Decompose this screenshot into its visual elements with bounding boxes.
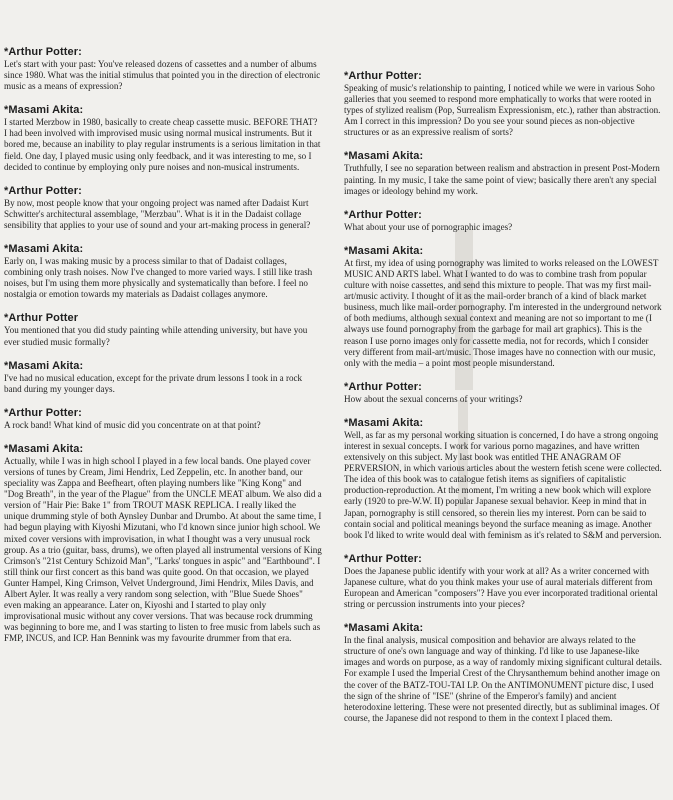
speaker-name: *Arthur Potter: <box>344 552 422 565</box>
speaker-text: How about the sexual concerns of your writings? <box>344 393 523 404</box>
interview-block <box>4 243 322 300</box>
interview-block <box>4 46 322 92</box>
speaker-text: Actually, while I was in high school I played in a few local bands. One played cover versions of tunes by Cream, Jimi Hendrix, Led Zeppelin, etc. In another band, our speciality was Zappa and Beefheart, often playing numbers like "King Kong" and "Dog Breath", in the year of the Plague" from the UNCLE MEAT album. We also did a version of "Hair Pie: Bake 1" from TROUT MASK REPLICA. I really liked the unique drumming style of both Aynsley Dunbar and Drumbo. At about the same time, I had begun playing with Kiyoshi Mizutani, who I'd known since junior high school. We mixed cover versions with improvisation, in what I thought was a very unusual rock group. As a trio (guitar, bass, drums), we often played all instrumental versions of King Crimson's "21st Century Schizoid Man", "Larks' tongues in aspic" and "Earthbound". I still think our first concert as this band was quite good. On that occasion, we played Gunter Hampel, King Crimson, Velvet Underground, Jimi Hendrix, Miles Davis, and Albert Ayler. It was really a very random song selection, with "Blue Suede Shoes" even making an appearance. Later on, Kiyoshi and I started to play only improvisational music without any cover versions. That was because rock drumming was beginning to bore me, and I was starting to listen to free music from labels such as FMP, INCUS, and ICP. Han Bennink was my favourite drummer from that era. <box>4 455 322 644</box>
speaker-text: In the final analysis, musical composition and behavior are always related to the structure of one's own language and way of thinking. I'd like to use Japanese-like images and words on purpose, as a way of randomly mixing significant cultural details. For example I used the Imperial Crest of the Chrysanthemum behind another image on the cover of the BATZ-TOU-TAI LP. On the ANTIMONUMENT picture disc, I used the sign of the shrine of "ISE" (shrine of the Emperor's family) and ancient heterodoxine lettering. These were not presented directly, but as subliminal images. Of course, the Japanese did not respond to them in the context I placed them. <box>344 635 662 723</box>
speaker-text: At first, my idea of using pornography was limited to works released on the LOWEST MUSIC AND ARTS label. What I wanted to do was to combine trash from popular culture with noise cassettes, and send this mixture to people. That was my first mail-art/music activity. I thought of it as the mail-order branch of a kind of black market business, much like mail-order pornography. I'm interested in the underground network of both mediums, although sexual context and meaning are not so important to me (I always use found pornography from the garbage for mail art graphics). This is the reason I use porno images only for cassette media, not for records, which I consider very different from mail-art/music. Those images have no connection with our music, only with the media – a point most people misunderstand. <box>344 257 662 368</box>
speaker-name: *Arthur Potter: <box>4 406 82 419</box>
speaker-name: *Arthur Potter: <box>344 70 422 82</box>
interview-block <box>4 104 322 172</box>
speaker-name: *Arthur Potter: <box>4 46 82 58</box>
speaker-text: Well, as far as my personal working situation is concerned, I do have a strong ongoing interest in sexual concepts. I work for various porno magazines, and have written extensively on this subject. My last book was entitled THE ANAGRAM OF PERVERSION, in which various articles about the western fetish scene were collected. The idea of this book was to catalogue fetish items as signifiers of capitalistic production-reproduction. At the moment, I'm writing a new book which will explore early (1920 to pre-W.W. II) popular Japanese sexual behavior. Keep in mind that in Japan, pornography is still censored, so therein lies my interest. Porn can be said to contain social and political meanings beyond the surface meaning as image. Another book I'd liked to write would deal with feminism as it's related to S&M and perversion. <box>344 429 662 540</box>
speaker-name: *Masami Akita: <box>4 442 84 455</box>
interview-block <box>344 622 666 724</box>
speaker-name: *Masami Akita: <box>4 243 84 256</box>
interview-block <box>344 417 666 541</box>
speaker-text: Let's start with your past: You've released dozens of cassettes and a number of albums since 1980. What was the initial stimulus that pointed you in the direction of electronic music as a means of expression? <box>4 59 321 92</box>
speaker-name: *Masami Akita: <box>344 244 424 257</box>
speaker-text: I started Merzbow in 1980, basically to create cheap cassette music. BEFORE THAT? I had been involved with improvised music using normal musical instruments. But it bored me, because an inability to play regular instruments is a serious limitation in that field. One day, I played music using only feedback, and it was interesting to me, so I decided to continue by employing only pure noises and non-musical instruments. <box>4 117 321 172</box>
speaker-text: Speaking of music's relationship to painting, I noticed while we were in various Soho galleries that you seemed to respond more emphatically to works that were rooted in types of stylized realism (Pop, Surrealism Expressionism, etc.), rather than abstraction. Am I correct in this impression? Do you see your sound pieces as non-objective structures or as an expressive realism of sorts? <box>344 83 661 138</box>
speaker-text: What about your use of pornographic images? <box>344 221 513 232</box>
interview-block <box>344 381 666 405</box>
speaker-text: By now, most people know that your ongoing project was named after Dadaist Kurt Schwitter's architectural assemblage, "Merzbau". What is it in the Dadaist collage sensibility that applies to your use of sound and your art-making process in general? <box>4 197 311 230</box>
speaker-name: *Masami Akita: <box>344 622 424 635</box>
interview-block <box>344 70 666 138</box>
interview-block <box>4 312 322 347</box>
speaker-text: Does the Japanese public identify with your work at all? As a writer concerned with Japanese culture, what do you think makes your use of aural materials different from European and American "composers"? Have you ever incorporated traditional oriental string or percussion instruments into your pieces? <box>344 565 658 610</box>
speaker-name: *Masami Akita: <box>344 150 424 163</box>
speaker-name: *Arthur Potter: <box>344 380 422 393</box>
right-column <box>344 70 666 736</box>
speaker-name: *Arthur Potter <box>4 312 79 325</box>
interview-block <box>4 407 322 431</box>
interview-block <box>344 553 666 610</box>
speaker-text: I've had no musical education, except for the private drum lessons I took in a rock band during my younger days. <box>4 372 303 394</box>
speaker-text: Truthfully, I see no separation between realism and abstraction in present Post-Modern painting. In my music, I take the same point of view; basically there aren't any special images or ideology behind my work. <box>344 163 660 196</box>
speaker-text: You mentioned that you did study painting while attending university, but have you ever studied music formally? <box>4 325 308 347</box>
interview-block <box>344 150 666 196</box>
interview-block <box>4 360 322 395</box>
speaker-text: Early on, I was making music by a process similar to that of Dadaist collages, combining only trash noises. Now I've changed to more varied ways. I still like trash noises, but I'm using them more physically and systematically than before. I feel no nostalgia or emotion towards my materials as Dadaist collages anymore. <box>4 256 313 300</box>
left-column <box>4 46 322 656</box>
speaker-text: A rock band! What kind of music did you concentrate on at that point? <box>4 419 261 430</box>
speaker-name: *Arthur Potter: <box>4 184 82 197</box>
interview-block <box>4 185 322 231</box>
interview-block <box>344 245 666 369</box>
speaker-name: *Arthur Potter: <box>344 208 422 221</box>
interview-block <box>4 443 322 645</box>
speaker-name: *Masami Akita: <box>344 416 424 429</box>
interview-block <box>344 209 666 233</box>
speaker-name: *Masami Akita: <box>4 104 84 117</box>
speaker-name: *Masami Akita: <box>4 359 84 372</box>
